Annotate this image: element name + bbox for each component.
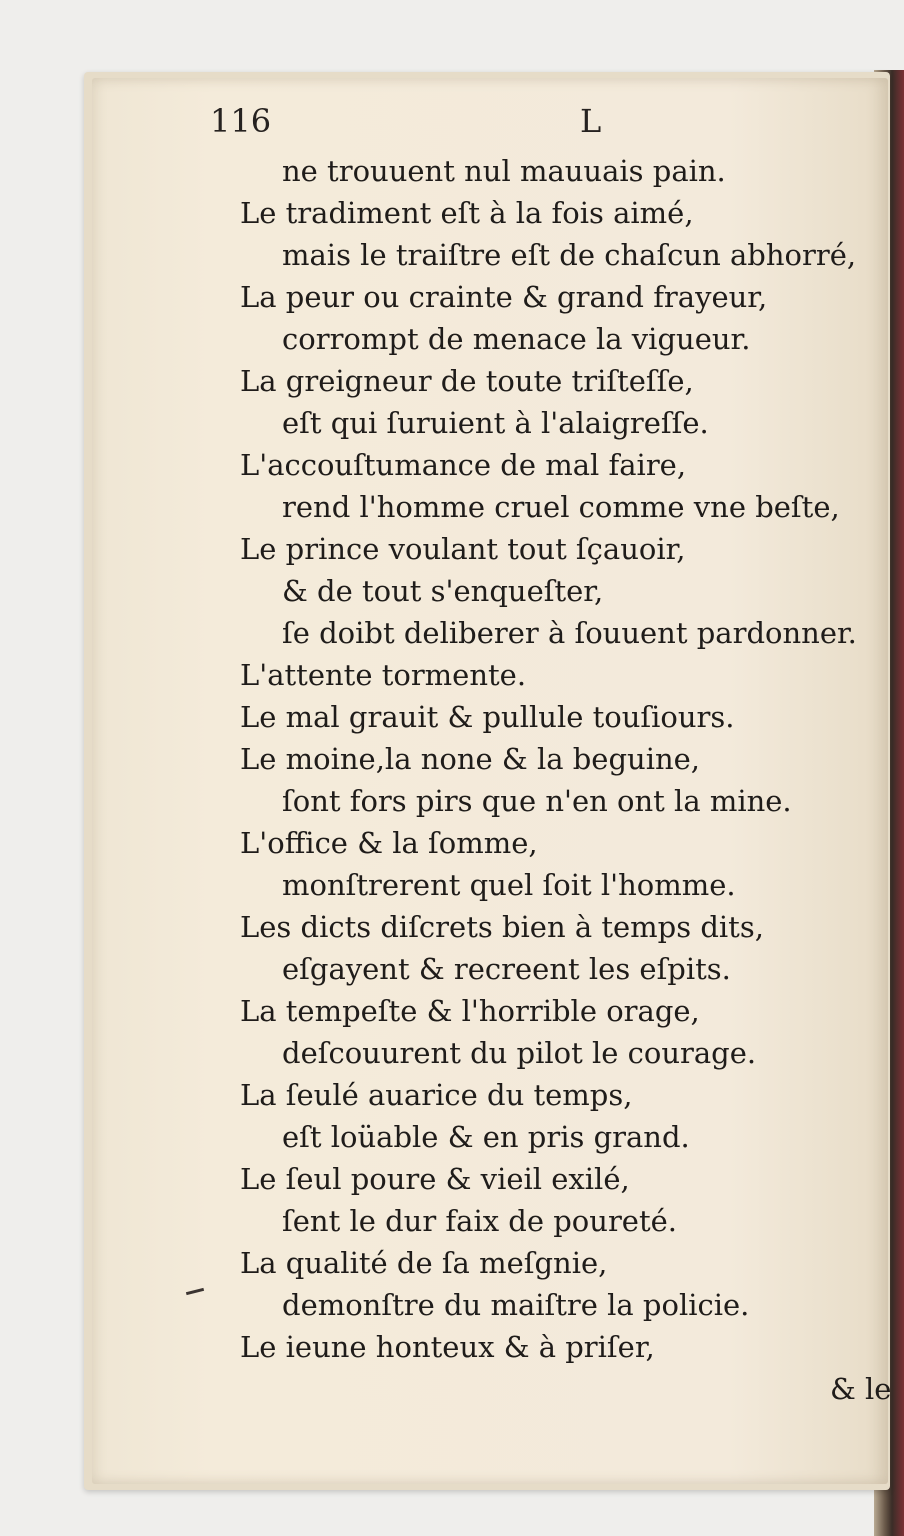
proverb-line: Le prince voulant tout ſçauoir, bbox=[240, 532, 686, 566]
proverb-line: L'attente tormente. bbox=[240, 658, 527, 692]
proverb-line: Les dicts diſcrets bien à temps dits, bbox=[240, 910, 764, 944]
proverb-line: L'accouſtumance de mal faire, bbox=[240, 448, 687, 482]
proverb-line: Le tradiment eſt à la fois aimé, bbox=[240, 196, 694, 230]
running-head bbox=[120, 102, 640, 146]
catchword: & le bbox=[830, 1372, 892, 1406]
proverb-continuation-line: & de tout s'enqueſter, bbox=[282, 574, 604, 608]
proverb-continuation-line: demonſtre du maiſtre la policie. bbox=[282, 1288, 750, 1322]
proverb-line: La tempeſte & l'horrible orage, bbox=[240, 994, 700, 1028]
proverb-continuation-line: eſt qui ſuruient à l'alaigreſſe. bbox=[282, 406, 709, 440]
proverb-continuation-line: ne trouuent nul mauuais pain. bbox=[282, 154, 726, 188]
proverb-continuation-line: rend l'homme cruel comme vne beſte, bbox=[282, 490, 840, 524]
proverb-line: Le ieune honteux & à priſer, bbox=[240, 1330, 655, 1364]
proverb-continuation-line: corrompt de menace la vigueur. bbox=[282, 322, 751, 356]
proverb-text-block bbox=[148, 150, 894, 1368]
proverb-line: La ſeulé auarice du temps, bbox=[240, 1078, 633, 1112]
proverb-continuation-line: mais le traiſtre eſt de chaſcun abhorré, bbox=[282, 238, 857, 272]
proverb-continuation-line: deſcouurent du pilot le courage. bbox=[282, 1036, 757, 1070]
proverb-line: L'office & la ſomme, bbox=[240, 826, 538, 860]
proverb-continuation-line: ſont fors pirs que n'en ont la mine. bbox=[282, 784, 792, 818]
proverb-line: La peur ou crainte & grand frayeur, bbox=[240, 280, 768, 314]
proverb-line: Le moine,la none & la beguine, bbox=[240, 742, 701, 776]
proverb-continuation-line: monſtrerent quel ſoit l'homme. bbox=[282, 868, 736, 902]
proverb-continuation-line: eſgayent & recreent les eſpits. bbox=[282, 952, 731, 986]
proverb-line: Le mal grauit & pullule touſiours. bbox=[240, 700, 735, 734]
section-headword: L bbox=[580, 102, 602, 140]
proverb-continuation-line: eſt loüable & en pris grand. bbox=[282, 1120, 690, 1154]
proverb-line: La qualité de ſa meſgnie, bbox=[240, 1246, 608, 1280]
proverb-continuation-line: ſent le dur faix de poureté. bbox=[282, 1204, 677, 1238]
proverb-line: La greigneur de toute triſteſſe, bbox=[240, 364, 694, 398]
proverb-continuation-line: ſe doibt deliberer à ſouuent pardonner. bbox=[282, 616, 857, 650]
proverb-line: Le ſeul poure & vieil exilé, bbox=[240, 1162, 630, 1196]
page-number: 116 bbox=[210, 102, 272, 140]
